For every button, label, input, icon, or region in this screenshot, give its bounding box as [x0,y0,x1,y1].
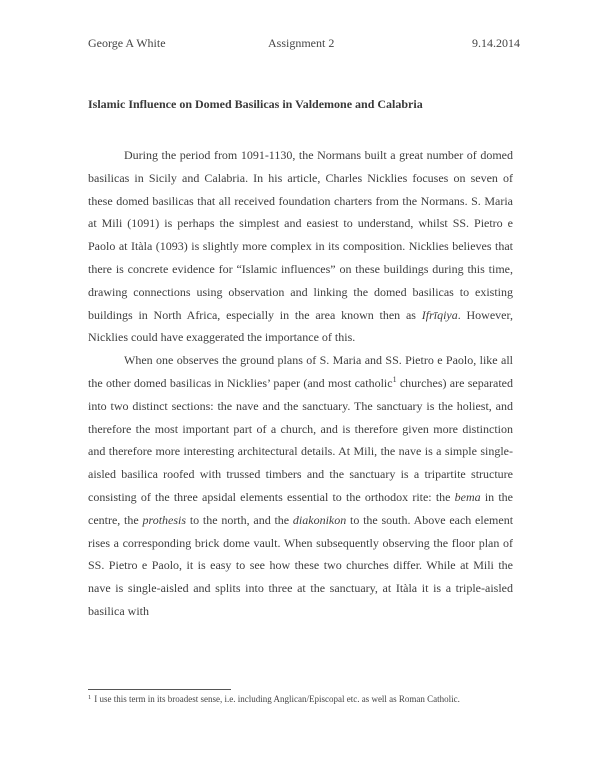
p2-text-a: When one observes the ground plans of S. Maria and SS. Pietro e Paolo, like all the other domed basilicas in Nicklies’ paper (and most catholic [88,353,513,390]
footnote-mark: 1 [88,694,92,701]
page-header [88,36,520,52]
header-assignment: Assignment 2 [268,36,335,50]
footnote-reference[interactable]: 1 [392,374,397,384]
p1-text-a: During the period from 1091-1130, the Normans built a great number of domed basilicas in Sicily and Calabria. In his article, Charles Nicklies focuses on seven of these domed basilicas that all received foundation charters from the Normans. S. Maria at Mili (1091) is perhaps the simplest and easiest to understand, whilst SS. Pietro e Paolo at Itàla (1093) is slightly more complex in its composition. Nicklies believes that there is concrete evidence for “Islamic influences” on these buildings during this time, drawing connections using observation and linking the domed basilicas to existing buildings in North Africa, especially in the area known then as [88,148,513,322]
p2-text-b: churches) are separated into two distinct sections: the nave and the sanctuary. The sanctuary is the holiest, and therefore the most important part of a church, and is therefore given more distinction and therefore more interesting architectural details. At Mili, the nave is a simple single-aisled basilica roofed with trussed timbers and the sanctuary is a tripartite structure consisting of the three apsidal elements essential to the orthodox rite: the [88,375,514,504]
p2-text-e: to the south. Above each element rises a corresponding brick dome vault. When subsequently observing the floor plan of SS. Pietro e Paolo, it is easy to see how these two churches differ. While at Mili the nave is single-aisled and splits into three at the sanctuary, at Itàla it is a triple-aisled basilica with [88,512,514,618]
footnote [88,694,528,704]
p1-text-b: . However, Nicklies could have exaggerated the importance of this. [88,307,514,345]
footnote-divider [88,689,231,690]
paragraph-2 [88,349,513,623]
p2-text-d: to the north, and the [186,512,290,527]
p2-text-c: in the centre, the [88,489,514,527]
document-title: Islamic Influence on Domed Basilicas in Valdemone and Calabria [88,97,423,111]
footnote-text: I use this term in its broadest sense, i.e. including Anglican/Episcopal etc. as well as Roman Catholic. [94,694,460,704]
p2-term-diakonikon: diakonikon [292,512,347,527]
p2-term-prothesis: prothesis [142,512,187,527]
paragraph-1 [88,144,513,349]
p1-term-ifriqiya: Ifrīqiya [421,307,458,322]
p2-term-bema: bema [454,489,481,504]
document-body [88,144,513,623]
header-author: George A White [88,36,166,50]
header-date: 9.14.2014 [472,36,520,50]
